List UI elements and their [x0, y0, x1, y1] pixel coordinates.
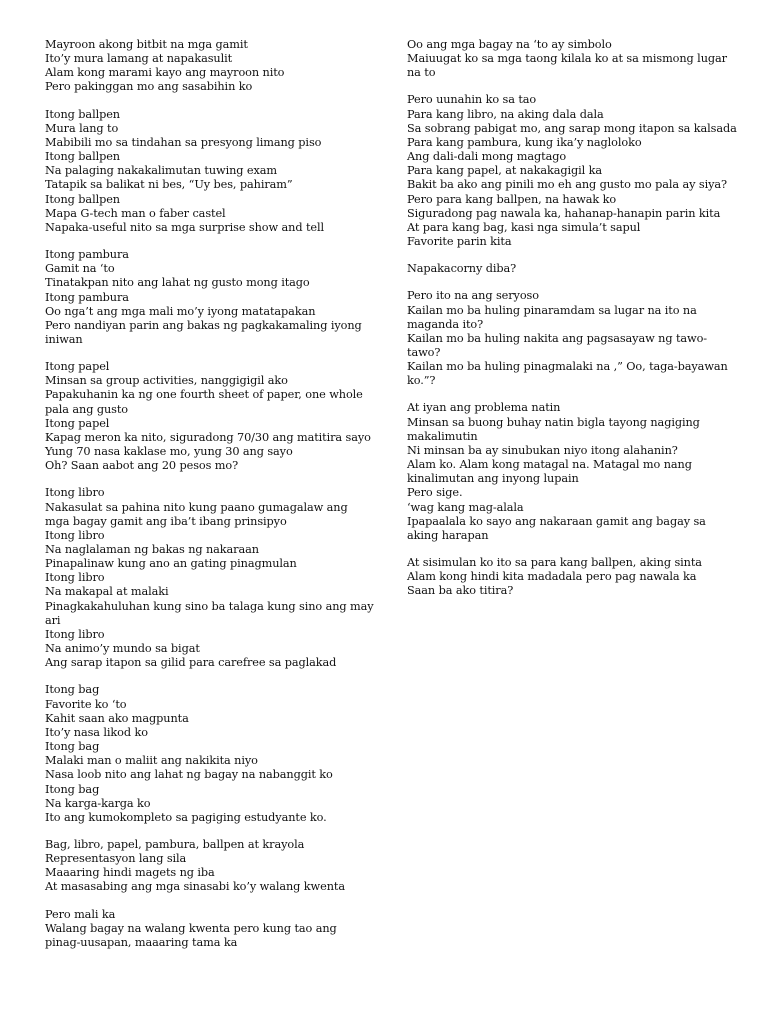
text-line: Oo ang mga bagay na ‘to ay simbolo [407, 38, 612, 51]
stanza [45, 248, 375, 347]
text-line: Ni minsan ba ay sinubukan niyo itong alahanin? [407, 443, 678, 457]
stanza [407, 556, 737, 598]
text-line: Ipapaalala ko sayo ang nakaraan gamit ang bagay sa aking harapan [407, 514, 706, 542]
text-line: Itong libro [45, 486, 105, 500]
text-line: Na animo’y mundo sa bigat [45, 642, 200, 656]
text-line: Ito’y mura lamang at napakasulit [45, 52, 233, 66]
text-line: At masasabing ang mga sinasabi ko’y walang kwenta [45, 880, 345, 894]
text-line: Pero sige. [407, 486, 463, 500]
text-line: Alam ko. Alam kong matagal na. Matagal mo nang kinalimutan ang inyong lupain [407, 458, 692, 486]
text-line: Itong ballpen [45, 107, 120, 121]
text-line: Pero para kang ballpen, na hawak ko [407, 192, 617, 206]
text-line: Oh? Saan aabot ang 20 pesos mo? [45, 459, 239, 473]
text-line: Alam kong hindi kita madadala pero pag nawala ka [407, 570, 697, 584]
text-line: Pinagkakahuluhan kung sino ba talaga kung sino ang may ari [45, 599, 374, 627]
text-line: Para kang pambura, kung ika’y nagloloko [407, 135, 642, 149]
stanza [45, 360, 375, 473]
text-line: Itong pambura [45, 248, 129, 262]
text-line: Para kang papel, at nakakagigil ka [407, 164, 603, 178]
text-line: Kapag meron ka nito, siguradong 70/30 ang matitira sayo [45, 430, 371, 444]
text-line: At iyan ang problema natin [407, 401, 561, 415]
stanza [407, 38, 737, 80]
text-line: Itong bag [45, 782, 100, 796]
left-text-column [45, 38, 375, 963]
text-line: Yung 70 nasa kaklase mo, yung 30 ang sayo [45, 445, 293, 459]
stanza [45, 486, 375, 670]
text-line: Ito’y nasa likod ko [45, 725, 148, 739]
text-line: Mabibili mo sa tindahan sa presyong limang piso [45, 135, 322, 149]
text-line: Maiuugat ko sa mga taong kilala ko at sa mismong lugar na to [407, 52, 727, 80]
text-line: Itong libro [45, 528, 105, 542]
text-line: Minsan sa group activities, nanggigigil ako [45, 374, 288, 388]
text-line: Pero ito na ang seryoso [407, 289, 539, 303]
text-line: Napakacorny diba? [407, 262, 517, 276]
text-line: Pero pakinggan mo ang sasabihin ko [45, 80, 253, 94]
text-line: Favorite ko ‘to [45, 697, 127, 711]
text-line: Oo nga’t ang mga mali mo’y iyong matatapakan [45, 304, 316, 318]
text-line: Gamit na ‘to [45, 262, 115, 276]
text-line: ‘wag kang mag-alala [407, 500, 524, 514]
text-line: Papakuhanin ka ng one fourth sheet of paper, one whole pala ang gusto [45, 388, 363, 416]
stanza [407, 289, 737, 388]
stanza [45, 38, 375, 95]
stanza [407, 401, 737, 543]
text-line: Pero uunahin ko sa tao [407, 93, 537, 107]
text-line: Favorite parin kita [407, 235, 512, 249]
text-line: Ang sarap itapon sa gilid para carefree sa paglakad [45, 656, 337, 670]
text-line: Kahit saan ako magpunta [45, 711, 189, 725]
text-line: Napaka-useful nito sa mga surprise show and tell [45, 220, 325, 234]
text-line: Pero nandiyan parin ang bakas ng pagkakamaling iyong iniwan [45, 318, 362, 346]
text-line: Nakasulat sa pahina nito kung paano gumagalaw ang mga bagay gamit ang iba’t ibang prinsipyo [45, 500, 348, 528]
text-line: Malaki man o maliit ang nakikita niyo [45, 754, 258, 768]
text-line: Itong pambura [45, 290, 129, 304]
text-line: At sisimulan ko ito sa para kang ballpen, aking sinta [407, 556, 702, 569]
right-text-column [407, 38, 737, 611]
text-line: Itong libro [45, 571, 105, 585]
text-line: Itong libro [45, 627, 105, 641]
text-line: Itong ballpen [45, 150, 120, 164]
text-line: Na karga-karga ko [45, 796, 151, 810]
text-line: Itong bag [45, 740, 100, 754]
text-line: Sa sobrang pabigat mo, ang sarap mong itapon sa kalsada [407, 121, 737, 135]
text-line: Pero mali ka [45, 907, 116, 921]
text-line: Nasa loob nito ang lahat ng bagay na nabanggit ko [45, 768, 333, 782]
text-line: Itong ballpen [45, 192, 120, 206]
text-line: Representasyon lang sila [45, 852, 187, 866]
text-line: Ito ang kumokompleto sa pagiging estudyante ko. [45, 810, 327, 824]
text-line: Na makapal at malaki [45, 585, 169, 599]
text-line: Alam kong marami kayo ang mayroon nito [45, 66, 285, 80]
text-line: Mapa G-tech man o faber castel [45, 206, 226, 220]
text-line: Siguradong pag nawala ka, hahanap-hanapin parin kita [407, 206, 721, 220]
text-line: Itong bag [45, 683, 100, 697]
text-line: At para kang bag, kasi nga simula’t sapul [407, 220, 641, 234]
text-line: Itong papel [45, 416, 110, 430]
text-line: Kailan mo ba huling pinaramdam sa lugar na ito na maganda ito? [407, 303, 697, 331]
stanza [45, 108, 375, 235]
text-line: Pinapalinaw kung ano an gating pinagmulan [45, 557, 297, 571]
stanza [407, 93, 737, 249]
stanza [45, 683, 375, 825]
text-line: Kailan mo ba huling pinagmalaki na ,” Oo, taga-bayawan ko.”? [407, 360, 728, 388]
text-line: Para kang libro, na aking dala dala [407, 107, 604, 121]
text-line: Bakit ba ako ang pinili mo eh ang gusto mo pala ay siya? [407, 178, 727, 192]
text-line: Itong papel [45, 360, 110, 374]
stanza [45, 908, 375, 950]
text-line: Mura lang to [45, 121, 119, 135]
text-line: Maaaring hindi magets ng iba [45, 866, 215, 880]
text-line: Na palaging nakakalimutan tuwing exam [45, 164, 277, 178]
text-line: Na naglalaman ng bakas ng nakaraan [45, 543, 259, 556]
text-line: Ang dali-dali mong magtago [407, 150, 567, 164]
text-line: Kailan mo ba huling nakita ang pagsasayaw ng tawo-tawo? [407, 331, 708, 359]
text-line: Bag, libro, papel, pambura, ballpen at krayola [45, 837, 305, 851]
text-line: Tinatakpan nito ang lahat ng gusto mong itago [45, 276, 310, 290]
text-line: Tatapik sa balikat ni bes, “Uy bes, pahiram” [45, 178, 293, 192]
text-line: Mayroon akong bitbit na mga gamit [45, 38, 248, 51]
text-line: Minsan sa buong buhay natin bigla tayong nagiging makalimutin [407, 415, 700, 443]
text-line: Walang bagay na walang kwenta pero kung tao ang pinag-uusapan, maaaring tama ka [45, 921, 337, 949]
stanza [407, 262, 737, 276]
stanza [45, 838, 375, 895]
text-line: Saan ba ako titira? [407, 584, 514, 598]
